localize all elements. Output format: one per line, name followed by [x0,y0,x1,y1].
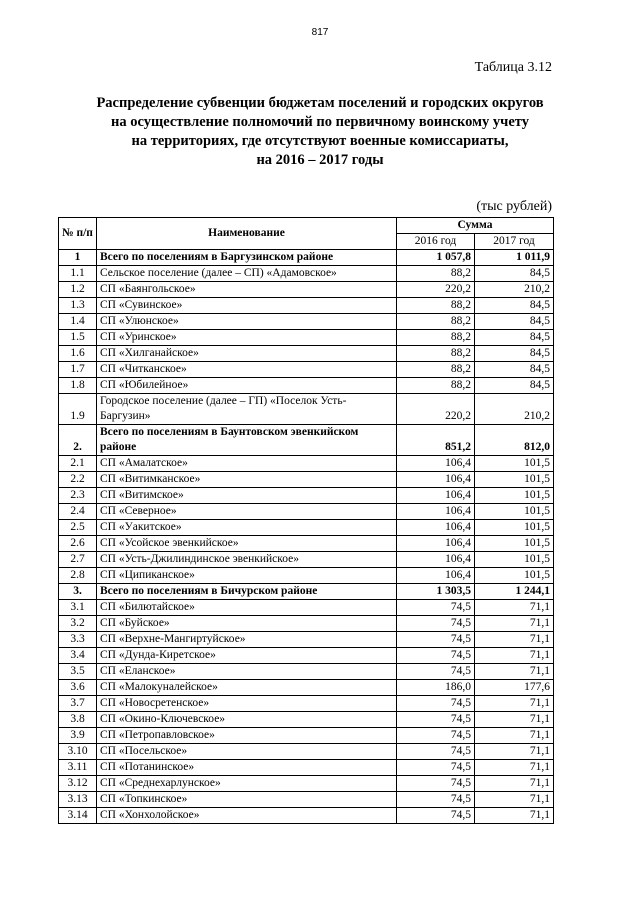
row-value-2017: 71,1 [475,632,554,648]
row-name: СП «Юбилейное» [97,378,397,394]
row-name: СП «Новосретенское» [97,696,397,712]
row-name: Всего по поселениям в Бичурском районе [97,584,397,600]
row-value-2016: 1 303,5 [397,584,475,600]
row-value-2016: 88,2 [397,298,475,314]
table-row [59,632,554,648]
table-row [59,744,554,760]
row-number: 3.1 [59,600,97,616]
row-number: 1.4 [59,314,97,330]
row-name: СП «Усойское эвенкийское» [97,536,397,552]
row-name: СП «Дунда-Киретское» [97,648,397,664]
table-label: Таблица 3.12 [474,60,552,75]
table-row [59,394,554,425]
row-number: 1.1 [59,266,97,282]
row-value-2017: 1 011,9 [475,250,554,266]
row-number: 3.4 [59,648,97,664]
row-value-2016: 74,5 [397,616,475,632]
table-total-row [59,584,554,600]
row-number: 3.14 [59,808,97,824]
row-value-2016: 106,4 [397,552,475,568]
row-value-2017: 71,1 [475,808,554,824]
page-number: 817 [311,27,329,38]
row-value-2016: 74,5 [397,600,475,616]
table-row [59,712,554,728]
table-row [59,680,554,696]
row-name: СП «Читканское» [97,362,397,378]
row-value-2017: 71,1 [475,664,554,680]
row-value-2016: 74,5 [397,808,475,824]
row-number: 3. [59,584,97,600]
table-row [59,696,554,712]
row-value-2017: 101,5 [475,488,554,504]
row-value-2017: 210,2 [475,394,554,425]
row-value-2016: 851,2 [397,425,475,456]
row-name: СП «Улюнское» [97,314,397,330]
row-number: 3.9 [59,728,97,744]
row-value-2017: 101,5 [475,568,554,584]
row-name: СП «Среднехарлунское» [97,776,397,792]
row-value-2017: 1 244,1 [475,584,554,600]
row-number: 2.5 [59,520,97,536]
row-value-2016: 88,2 [397,330,475,346]
table-row [59,378,554,394]
row-value-2016: 74,5 [397,648,475,664]
row-value-2016: 186,0 [397,680,475,696]
row-value-2017: 84,5 [475,346,554,362]
row-value-2017: 210,2 [475,282,554,298]
row-name: СП «Малокуналейское» [97,680,397,696]
table-row [59,504,554,520]
row-number: 2.6 [59,536,97,552]
row-value-2017: 101,5 [475,456,554,472]
row-value-2017: 71,1 [475,744,554,760]
header-2017: 2017 год [475,234,554,250]
table-row [59,346,554,362]
row-name: СП «Витимское» [97,488,397,504]
row-value-2017: 177,6 [475,680,554,696]
row-name: СП «Усть-Джилиндинское эвенкийское» [97,552,397,568]
title-line-3: на территориях, где отсутствуют военные комиссариаты, [131,133,509,149]
table-row [59,362,554,378]
table-row [59,760,554,776]
row-value-2016: 88,2 [397,362,475,378]
table-total-row [59,425,554,456]
table-row [59,600,554,616]
table-row [59,616,554,632]
row-number: 2.4 [59,504,97,520]
row-name: СП «Верхне-Мангиртуйское» [97,632,397,648]
row-value-2016: 106,4 [397,536,475,552]
row-value-2016: 88,2 [397,266,475,282]
table-row [59,266,554,282]
row-value-2016: 74,5 [397,632,475,648]
row-name: СП «Буйское» [97,616,397,632]
row-value-2016: 88,2 [397,314,475,330]
row-value-2017: 101,5 [475,472,554,488]
row-name: СП «Билютайское» [97,600,397,616]
row-number: 3.11 [59,760,97,776]
table-row [59,728,554,744]
row-value-2016: 88,2 [397,346,475,362]
row-value-2016: 74,5 [397,792,475,808]
row-value-2016: 74,5 [397,696,475,712]
row-name: СП «Уакитское» [97,520,397,536]
row-name: СП «Топкинское» [97,792,397,808]
table-row [59,808,554,824]
header-sum: Сумма [397,218,554,234]
title-line-4: на 2016 – 2017 годы [256,152,384,168]
row-value-2016: 106,4 [397,520,475,536]
document-title [40,94,600,170]
row-value-2017: 84,5 [475,330,554,346]
row-value-2017: 84,5 [475,266,554,282]
title-line-2: на осуществление полномочий по первичному воинскому учету [111,114,529,130]
row-value-2017: 71,1 [475,616,554,632]
table-row [59,520,554,536]
row-number: 2. [59,425,97,456]
row-name: СП «Петропавловское» [97,728,397,744]
row-value-2016: 1 057,8 [397,250,475,266]
row-value-2016: 106,4 [397,504,475,520]
row-name: СП «Ципиканское» [97,568,397,584]
row-value-2016: 88,2 [397,378,475,394]
row-name: СП «Витимканское» [97,472,397,488]
header-2016: 2016 год [397,234,475,250]
units-note: (тыс рублей) [476,199,552,214]
row-value-2017: 84,5 [475,378,554,394]
row-number: 1 [59,250,97,266]
row-name: СП «Северное» [97,504,397,520]
row-value-2016: 106,4 [397,472,475,488]
row-name: СП «Хонхолойское» [97,808,397,824]
table-row [59,282,554,298]
row-name: СП «Уринское» [97,330,397,346]
row-number: 1.6 [59,346,97,362]
row-number: 3.3 [59,632,97,648]
row-number: 1.2 [59,282,97,298]
row-name: Всего по поселениям в Баунтовском эвенкийском районе [97,425,397,456]
row-name: СП «Хилганайское» [97,346,397,362]
table-row [59,488,554,504]
table-row [59,330,554,346]
row-number: 3.6 [59,680,97,696]
row-value-2016: 74,5 [397,728,475,744]
table-row [59,792,554,808]
row-number: 3.13 [59,792,97,808]
row-value-2017: 84,5 [475,314,554,330]
row-value-2017: 71,1 [475,696,554,712]
row-name: СП «Окино-Ключевское» [97,712,397,728]
row-value-2017: 71,1 [475,792,554,808]
table-row [59,648,554,664]
row-value-2017: 101,5 [475,552,554,568]
row-name: Всего по поселениям в Баргузинском районе [97,250,397,266]
table-row [59,552,554,568]
table-row [59,298,554,314]
row-value-2017: 84,5 [475,298,554,314]
row-value-2016: 74,5 [397,744,475,760]
row-value-2017: 71,1 [475,712,554,728]
row-number: 2.7 [59,552,97,568]
row-value-2016: 74,5 [397,776,475,792]
row-name: Сельское поселение (далее – СП) «Адамовское» [97,266,397,282]
row-name: СП «Баянгольское» [97,282,397,298]
row-value-2017: 71,1 [475,760,554,776]
row-name: СП «Сувинское» [97,298,397,314]
row-value-2017: 71,1 [475,600,554,616]
table-row [59,664,554,680]
row-value-2016: 220,2 [397,394,475,425]
row-value-2017: 101,5 [475,504,554,520]
row-value-2017: 101,5 [475,520,554,536]
row-value-2016: 106,4 [397,456,475,472]
row-number: 2.2 [59,472,97,488]
row-number: 1.7 [59,362,97,378]
row-number: 3.10 [59,744,97,760]
header-name: Наименование [97,218,397,250]
row-value-2017: 812,0 [475,425,554,456]
table-row [59,472,554,488]
row-value-2017: 101,5 [475,536,554,552]
row-number: 3.2 [59,616,97,632]
row-name: Городское поселение (далее – ГП) «Поселок Усть-Баргузин» [97,394,397,425]
title-line-1: Распределение субвенции бюджетам поселений и городских округов [96,95,544,111]
row-number: 3.8 [59,712,97,728]
row-value-2016: 74,5 [397,760,475,776]
row-number: 2.3 [59,488,97,504]
table-row [59,568,554,584]
table-row [59,776,554,792]
row-value-2016: 106,4 [397,488,475,504]
row-value-2016: 106,4 [397,568,475,584]
table-row [59,456,554,472]
row-value-2017: 71,1 [475,648,554,664]
row-number: 3.5 [59,664,97,680]
row-value-2016: 220,2 [397,282,475,298]
row-name: СП «Амалатское» [97,456,397,472]
header-num: № п/п [59,218,97,250]
row-number: 1.3 [59,298,97,314]
row-value-2016: 74,5 [397,664,475,680]
row-value-2017: 71,1 [475,728,554,744]
row-number: 3.7 [59,696,97,712]
table-total-row [59,250,554,266]
table-body [59,250,554,824]
row-number: 3.12 [59,776,97,792]
row-number: 2.1 [59,456,97,472]
table-row [59,536,554,552]
table-row [59,314,554,330]
row-name: СП «Еланское» [97,664,397,680]
row-value-2017: 71,1 [475,776,554,792]
row-value-2016: 74,5 [397,712,475,728]
row-number: 1.5 [59,330,97,346]
row-value-2017: 84,5 [475,362,554,378]
row-name: СП «Посельское» [97,744,397,760]
row-name: СП «Потанинское» [97,760,397,776]
row-number: 1.9 [59,394,97,425]
row-number: 1.8 [59,378,97,394]
row-number: 2.8 [59,568,97,584]
subvention-table [58,217,554,824]
